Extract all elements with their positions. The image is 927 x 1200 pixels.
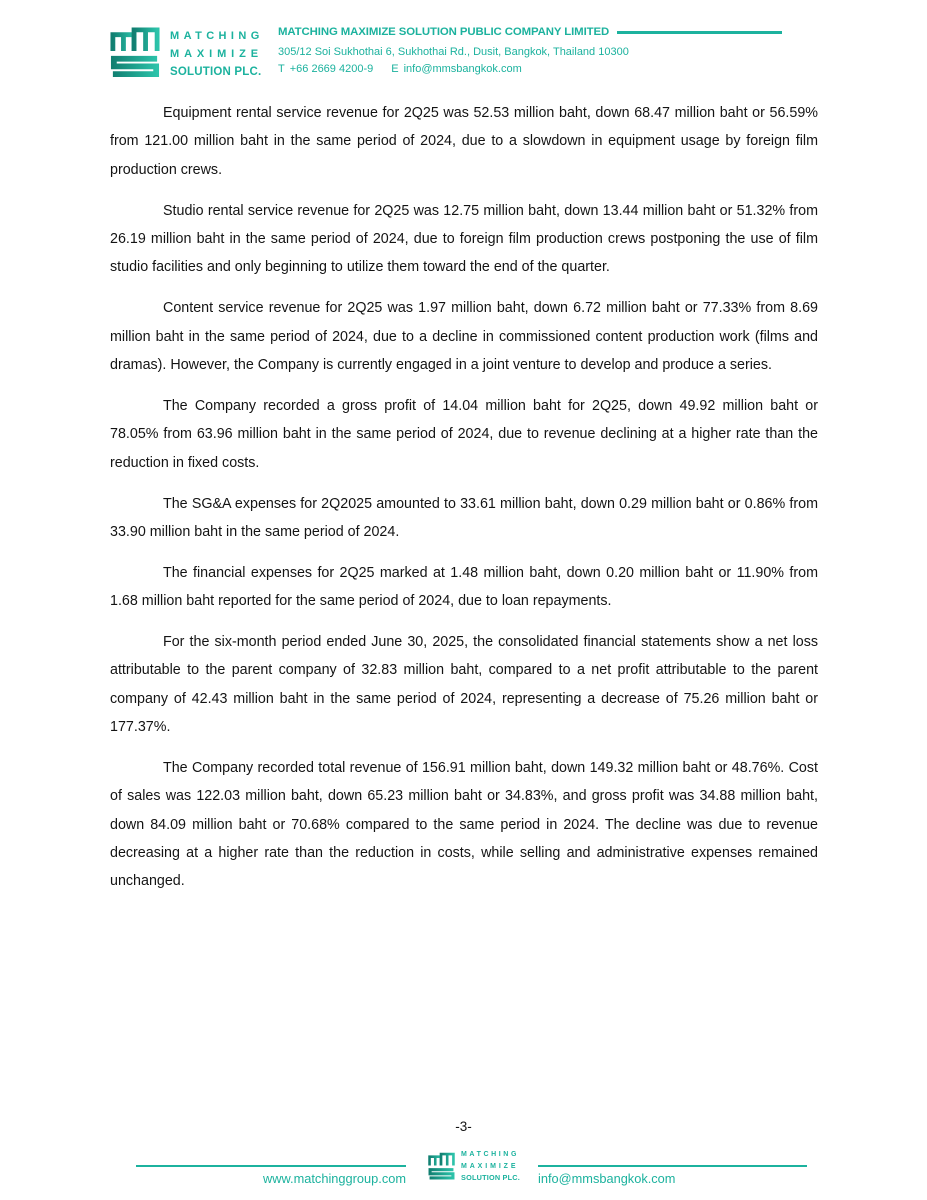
paragraph-equipment-rental: Equipment rental service revenue for 2Q25 was 52.53 million baht, down 68.47 million baht or 56.59% from 121.00 million baht in the same period of 2024, due to a slowdown in equipment usage by foreign film production crews. bbox=[110, 105, 818, 178]
page-number: -3- bbox=[455, 1119, 472, 1134]
footer-logo-line-3: SOLUTION PLC. bbox=[461, 1173, 520, 1182]
paragraph-six-month-result: For the six-month period ended June 30, 2025, the consolidated financial statements show a net loss attributable to the parent company of 32.83 million baht, compared to a net profit attributable to the parent company of 42.43 million baht in the same period of 2024, representing a decrease of 75.26 million baht or 177.37%. bbox=[110, 634, 818, 736]
footer-logo-icon bbox=[428, 1151, 455, 1181]
footer-website-link[interactable]: www.matchinggroup.com bbox=[263, 1171, 406, 1186]
footer-email-link[interactable]: info@mmsbangkok.com bbox=[538, 1171, 676, 1186]
paragraph-gross-profit: The Company recorded a gross profit of 14.04 million baht for 2Q25, down 49.92 million baht or 78.05% from 63.96 million baht in the same period of 2024, due to revenue declining at a higher rate than the reduction in fixed costs. bbox=[110, 397, 818, 471]
logo-line-1: MATCHING bbox=[170, 30, 264, 42]
report-body bbox=[110, 99, 818, 908]
paragraph-sga-expenses: The SG&A expenses for 2Q2025 amounted to 33.61 million baht, down 0.29 million baht or 0.86% from 33.90 million baht in the same period of 2024. bbox=[110, 495, 818, 540]
phone-label: T bbox=[278, 63, 285, 75]
company-logo-icon bbox=[110, 25, 160, 79]
header-rule bbox=[617, 31, 782, 33]
header-email: info@mmsbangkok.com bbox=[403, 63, 522, 75]
email-label: E bbox=[391, 63, 399, 75]
company-contact-line bbox=[278, 63, 782, 75]
paragraph-total-revenue: The Company recorded total revenue of 156.91 million baht, down 149.32 million baht or 48.76%. Cost of sales was 122.03 million baht, down 65.23 million baht or 34.83%, and gross profit was 34.88 million baht, down 84.09 million baht or 70.68% compared to the same period in 2024. The decline was due to revenue decreasing at a higher rate than the reduction in costs, while selling and administrative expenses remained unchanged. bbox=[110, 760, 818, 890]
footer-logo-wordmark bbox=[461, 1149, 520, 1184]
company-logo-wordmark bbox=[170, 27, 270, 81]
footer-rule-left bbox=[136, 1165, 406, 1167]
company-full-name: MATCHING MAXIMIZE SOLUTION PUBLIC COMPANY LIMITED bbox=[278, 26, 610, 38]
paragraph-financial-expenses: The financial expenses for 2Q25 marked at 1.48 million baht, down 0.20 million baht or 11.90% from 1.68 million baht reported for the same period of 2024, due to loan repayments. bbox=[110, 564, 818, 610]
company-address: 305/12 Soi Sukhothai 6, Sukhothai Rd., Dusit, Bangkok, Thailand 10300 bbox=[278, 46, 629, 58]
footer-logo-line-2: MAXIMIZE bbox=[461, 1162, 519, 1170]
paragraph-studio-rental: Studio rental service revenue for 2Q25 was 12.75 million baht, down 13.44 million baht or 51.32% from 26.19 million baht in the same period of 2024, due to foreign film production crews postponing the use of film studio facilities and only beginning to utilize them toward the end of the quarter. bbox=[110, 202, 818, 276]
phone-number: +66 2669 4200-9 bbox=[289, 63, 374, 75]
header-company-block bbox=[278, 26, 782, 75]
footer-logo-line-1: MATCHING bbox=[461, 1151, 519, 1158]
logo-line-3: SOLUTION PLC. bbox=[170, 66, 262, 78]
logo-line-2: MAXIMIZE bbox=[170, 48, 263, 60]
footer-rule-right bbox=[538, 1165, 807, 1167]
paragraph-content-service: Content service revenue for 2Q25 was 1.97 million baht, down 6.72 million baht or 77.33% from 8.69 million baht in the same period of 2024, due to a decline in commissioned content production work (films and dramas). However, the Company is currently engaged in a joint venture to develop and produce a series. bbox=[110, 300, 818, 373]
